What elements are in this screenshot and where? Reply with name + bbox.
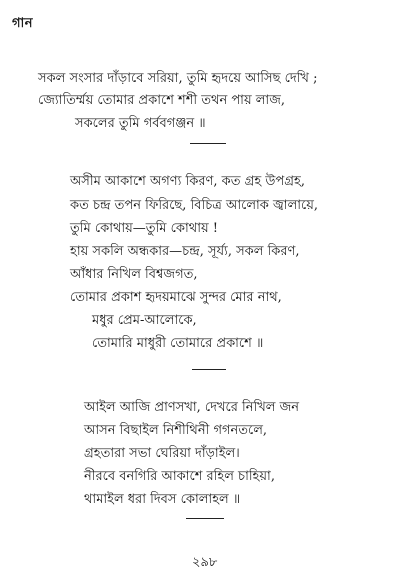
stanza-2-line-2: কত চন্দ্র তপন ফিরিছে, বিচিত্র আলোক জ্বালায়ে, [70,198,319,213]
stanza-divider [190,143,226,144]
stanza-3-line-4: নীরবে বনগিরি আকাশে রহিল চাহিয়া, [84,469,275,484]
stanza-divider [186,518,224,519]
stanza-2-line-3: তুমি কোথায়—তুমি কোথায় ! [70,221,218,236]
stanza-2-line-4: হায় সকলি অন্ধকার—চন্দ্র, সূর্য্য, সকল কিরণ, [70,244,300,259]
stanza-divider [192,369,226,370]
stanza-3-line-1: আইল আজি প্রাণসখা, দেখরে নিখিল জন [84,400,299,415]
stanza-2-line-7: মধুর প্রেম-আলোকে, [92,313,197,328]
stanza-2-line-6: তোমার প্রকাশ হৃদয়মাঝে সুন্দর মোর নাথ, [70,290,282,305]
stanza-3-line-5: থামাইল ধরা দিবস কোলাহল ॥ [84,492,241,507]
stanza-3-line-2: আসন বিছাইল নিশীথিনী গগনতলে, [84,423,268,438]
stanza-2-line-5: আঁধার নিখিল বিশ্বজগত, [70,267,198,282]
page-number: ২৯৮ [192,555,218,570]
stanza-1-line-2: জ্যোতির্ম্ময় তোমার প্রকাশে শশী তথন পায় লাজ, [38,93,285,108]
stanza-1-line-1: সকল সংসার দাঁড়াবে সরিয়া, তুমি হৃদয়ে আসিছ দেখি ; [38,71,318,86]
stanza-2-line-1: অসীম আকাশে অগণ্য কিরণ, কত গ্রহ উপগ্রহ, [70,174,305,189]
stanza-3-line-3: গ্রহতারা সভা ঘেরিয়া দাঁড়াইল। [84,446,240,461]
stanza-1-line-3: সকলের তুমি গর্ববগঞ্জন ॥ [75,116,206,131]
stanza-2-line-8: তোমারি মাধুরী তোমারে প্রকাশে ॥ [92,336,264,351]
section-header: গান [12,16,34,31]
